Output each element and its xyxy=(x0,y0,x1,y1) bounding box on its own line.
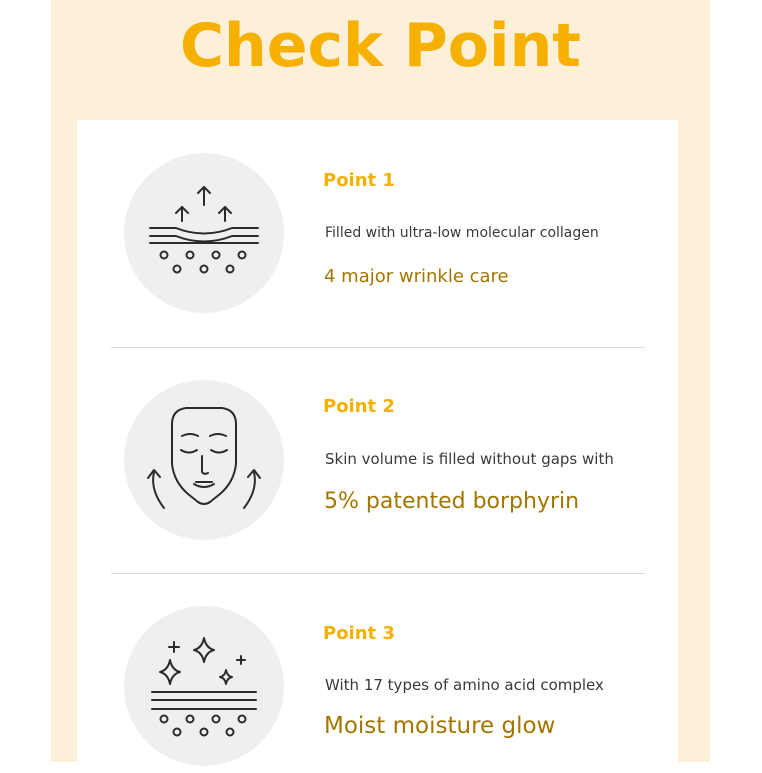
point-1-section xyxy=(77,120,678,320)
page-title: Check Point xyxy=(180,11,581,81)
point-3-heading: Point 3 xyxy=(323,623,395,644)
point-2-highlight: 5% patented borphyrin xyxy=(324,489,580,514)
skin-layer-arrows-icon xyxy=(124,153,284,313)
point-3-description: With 17 types of amino acid complex xyxy=(325,676,604,694)
sparkle-skin-icon xyxy=(124,606,284,766)
point-1-heading: Point 1 xyxy=(323,170,395,191)
point-2-section xyxy=(77,346,678,546)
point-3-highlight: Moist moisture glow xyxy=(324,713,556,739)
point-1-highlight: 4 major wrinkle care xyxy=(324,266,509,287)
point-1-description: Filled with ultra-low molecular collagen xyxy=(325,225,599,241)
check-point-card xyxy=(77,120,678,762)
face-lift-icon xyxy=(124,380,284,540)
point-2-heading: Point 2 xyxy=(323,396,395,417)
point-2-description: Skin volume is filled without gaps with xyxy=(325,450,614,468)
point-3-section xyxy=(77,573,678,773)
